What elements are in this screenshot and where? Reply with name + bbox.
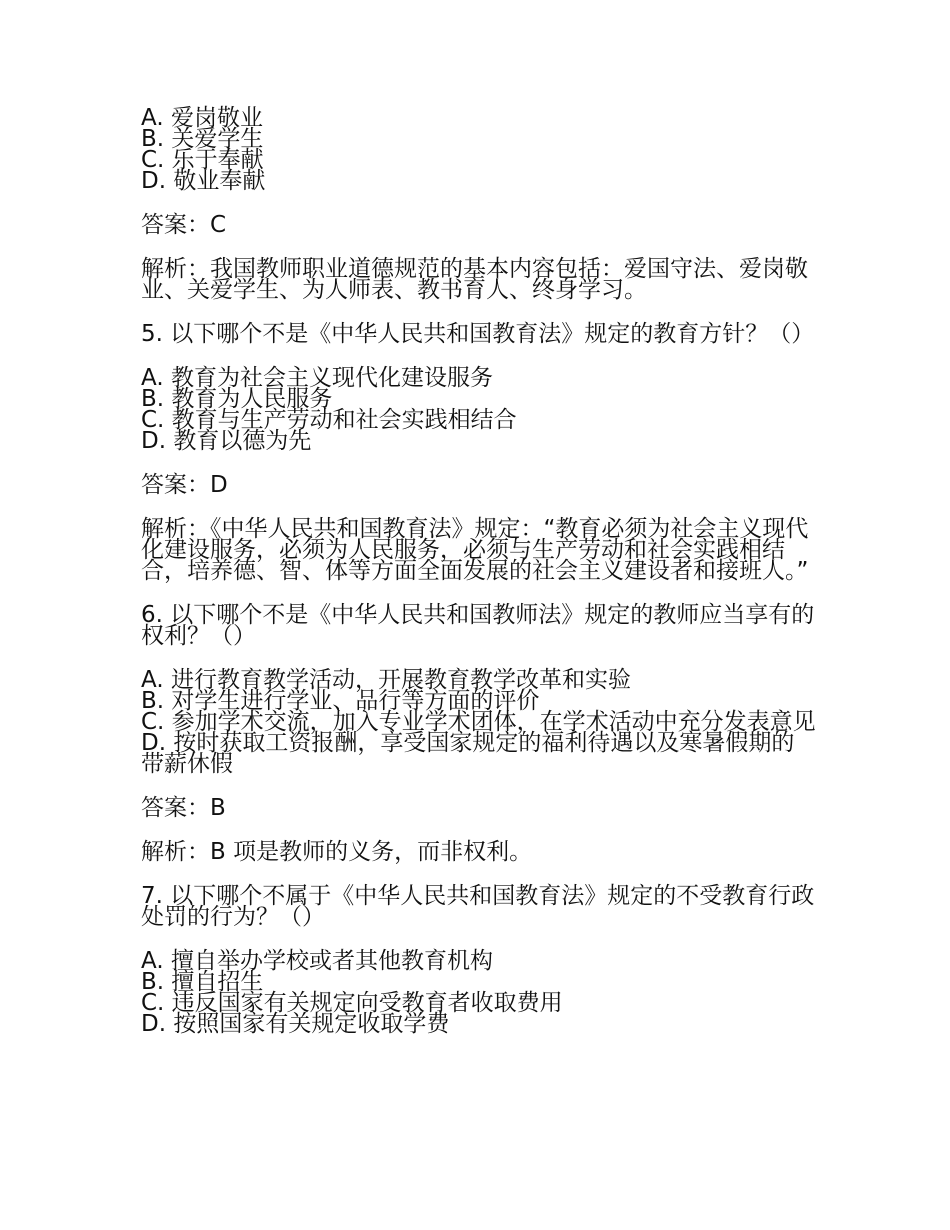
document-content [141,105,816,1037]
q7-option-c: C. 违反国家有关规定向受教育者收取费用 [141,990,563,1016]
q4-option-c: C. 乐于奉献 [141,147,264,173]
q5-option-a: A. 教育为社会主义现代化建设服务 [141,365,493,391]
q7-option-b: B. 擅自招生 [141,969,264,995]
q6-analysis: 解析：B 项是教师的义务，而非权利。 [141,839,533,865]
q5-analysis: 解析：《中华人民共和国教育法》规定：“教育必须为社会主义现代化建设服务，必须为人民服务，必须与生产劳动和社会实践相结合，培养德、智、体等方面全面发展的社会主义建设者和接班人。” [141,516,809,584]
q4-answer: 答案：C [141,212,227,238]
q6-options [141,667,816,777]
q7-options [141,948,816,1037]
q5-option-b: B. 教育为人民服务 [141,386,333,412]
q7-option-a: A. 擅自举办学校或者其他教育机构 [141,948,493,974]
q6-answer: 答案：B [141,795,226,821]
q6-question: 6. 以下哪个不是《中华人民共和国教师法》规定的教师应当享有的权利？（） [141,602,815,649]
q5-question: 5. 以下哪个不是《中华人民共和国教育法》规定的教育方针？（） [141,321,815,347]
q4-options [141,105,816,194]
q7-option-d: D. 按照国家有关规定收取学费 [141,1011,450,1037]
q7-question: 7. 以下哪个不属于《中华人民共和国教育法》规定的不受教育行政处罚的行为？（） [141,883,815,930]
q4-analysis: 解析：我国教师职业道德规范的基本内容包括：爱国守法、爱岗敬业、关爱学生、为人师表、教书育人、终身学习。 [141,256,808,303]
q6-option-b: B. 对学生进行学业、品行等方面的评价 [141,688,540,714]
q6-option-c: C. 参加学术交流，加入专业学术团体，在学术活动中充分发表意见 [141,709,816,735]
q6-option-a: A. 进行教育教学活动，开展教育教学改革和实验 [141,667,631,693]
q5-option-c: C. 教育与生产劳动和社会实践相结合 [141,407,517,433]
q4-option-a: A. 爱岗敬业 [141,105,263,131]
q5-option-d: D. 教育以德为先 [141,428,312,454]
q5-options [141,365,816,454]
q6-option-d: D. 按时获取工资报酬，享受国家规定的福利待遇以及寒暑假期的带薪休假 [141,730,795,777]
q4-option-b: B. 关爱学生 [141,126,264,152]
q5-answer: 答案：D [141,472,228,498]
q4-option-d: D. 敬业奉献 [141,168,266,194]
